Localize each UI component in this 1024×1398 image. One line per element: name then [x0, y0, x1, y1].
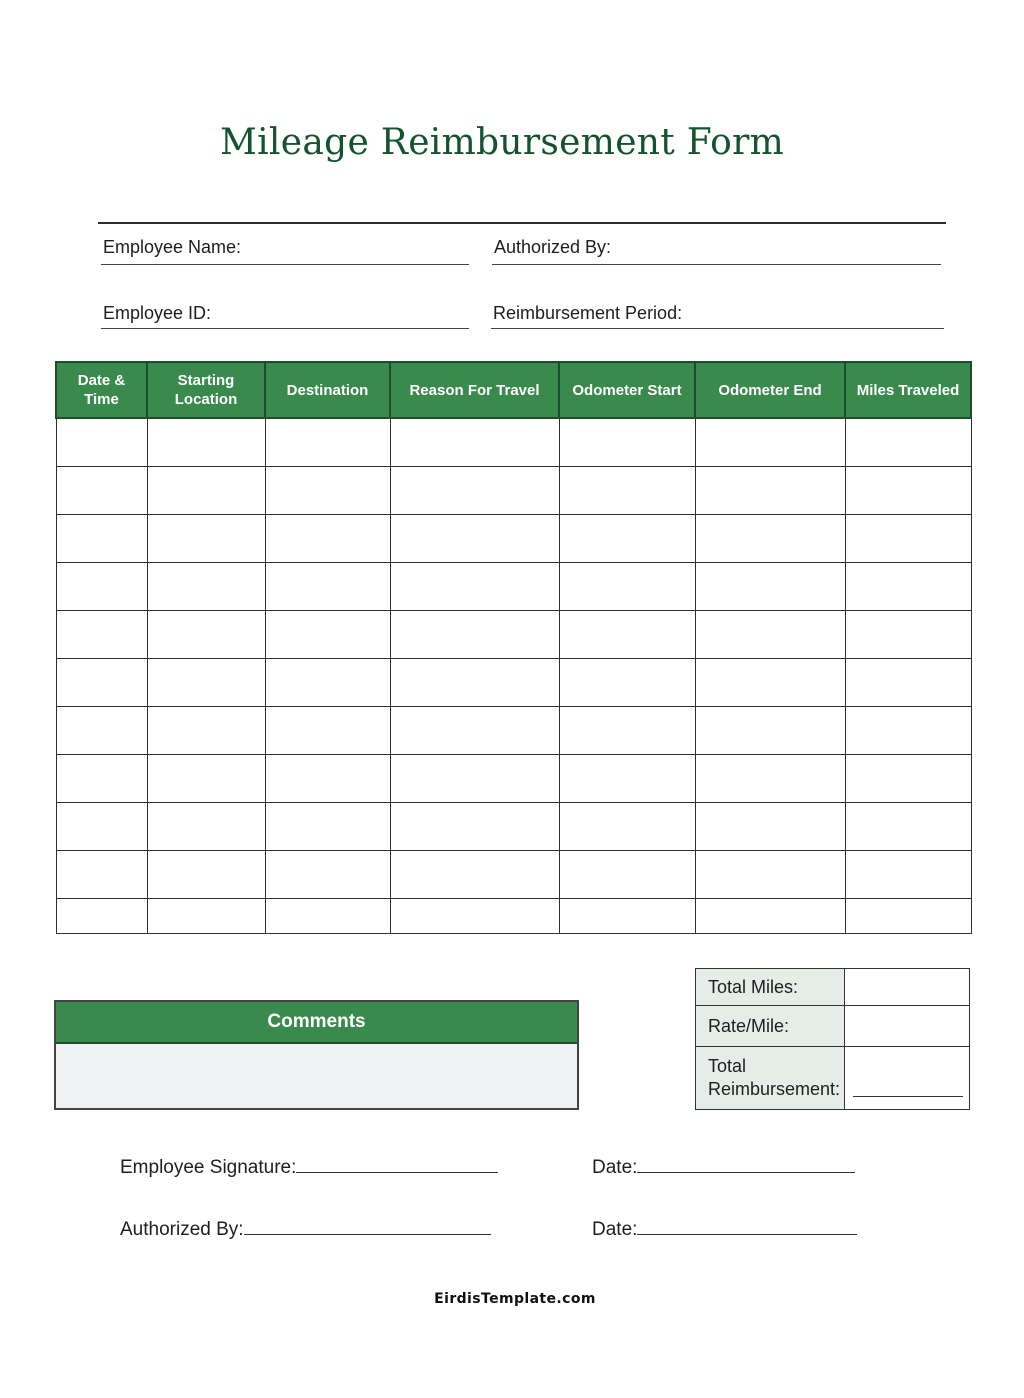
- table-cell[interactable]: [559, 467, 695, 515]
- date-row: [592, 1157, 855, 1179]
- reimbursement-period-field[interactable]: [491, 328, 944, 329]
- table-cell[interactable]: [390, 659, 559, 707]
- table-cell[interactable]: [559, 803, 695, 851]
- table-cell[interactable]: [845, 418, 971, 467]
- total-miles-field[interactable]: [845, 969, 970, 1006]
- table-cell[interactable]: [845, 707, 971, 755]
- table-cell[interactable]: [559, 418, 695, 467]
- table-cell[interactable]: [56, 755, 147, 803]
- table-row: [56, 515, 971, 563]
- table-cell[interactable]: [56, 899, 147, 934]
- table-cell[interactable]: [265, 659, 390, 707]
- table-cell[interactable]: [559, 515, 695, 563]
- table-cell[interactable]: [147, 467, 265, 515]
- table-cell[interactable]: [265, 899, 390, 934]
- table-cell[interactable]: [265, 707, 390, 755]
- table-cell[interactable]: [695, 899, 845, 934]
- table-cell[interactable]: [147, 803, 265, 851]
- employee-signature-label: Employee Signature:: [120, 1157, 297, 1178]
- rate-mile-label: Rate/Mile:: [696, 1006, 845, 1047]
- table-cell[interactable]: [56, 707, 147, 755]
- header-reason-for-travel: Reason For Travel: [390, 362, 559, 418]
- table-row: [56, 707, 971, 755]
- table-row: [56, 467, 971, 515]
- table-cell[interactable]: [147, 563, 265, 611]
- footer-watermark: EirdisTemplate.com: [434, 1291, 596, 1307]
- table-cell[interactable]: [390, 418, 559, 467]
- employee-signature-row: [120, 1157, 498, 1179]
- table-cell[interactable]: [845, 803, 971, 851]
- total-reimbursement-field[interactable]: [845, 1047, 970, 1110]
- table-cell[interactable]: [695, 707, 845, 755]
- table-cell[interactable]: [56, 467, 147, 515]
- authorized-signature-label: Authorized By:: [120, 1219, 244, 1240]
- table-cell[interactable]: [56, 611, 147, 659]
- table-cell[interactable]: [845, 851, 971, 899]
- table-cell[interactable]: [147, 899, 265, 934]
- table-row: [56, 755, 971, 803]
- table-cell[interactable]: [390, 707, 559, 755]
- employee-id-label: Employee ID:: [103, 303, 212, 323]
- table-cell[interactable]: [147, 418, 265, 467]
- authorized-by-field[interactable]: [492, 264, 941, 265]
- reimbursement-period-label: Reimbursement Period:: [493, 303, 683, 323]
- table-cell[interactable]: [695, 755, 845, 803]
- table-cell[interactable]: [695, 611, 845, 659]
- comments-title: Comments: [56, 1002, 577, 1044]
- table-cell[interactable]: [559, 755, 695, 803]
- header-odometer-start: Odometer Start: [559, 362, 695, 418]
- table-cell[interactable]: [147, 659, 265, 707]
- authorized-signature-row: [120, 1219, 491, 1241]
- table-cell[interactable]: [56, 515, 147, 563]
- table-header-row: [56, 362, 971, 418]
- totals-table: [695, 968, 970, 1110]
- table-cell[interactable]: [559, 899, 695, 934]
- table-row: [56, 659, 971, 707]
- header-starting-location: Starting Location: [147, 362, 265, 418]
- table-cell[interactable]: [845, 515, 971, 563]
- date-label-2: Date:: [592, 1219, 638, 1240]
- table-cell[interactable]: [147, 611, 265, 659]
- employee-signature-field[interactable]: [296, 1171, 498, 1173]
- table-cell[interactable]: [695, 515, 845, 563]
- total-reimbursement-label: Total Reimbursement:: [696, 1047, 845, 1110]
- table-cell[interactable]: [559, 851, 695, 899]
- table-cell[interactable]: [390, 803, 559, 851]
- table-cell[interactable]: [390, 851, 559, 899]
- divider: [98, 222, 946, 224]
- table-cell[interactable]: [559, 707, 695, 755]
- table-cell[interactable]: [695, 851, 845, 899]
- mileage-log-table: [55, 361, 972, 934]
- comments-input[interactable]: [56, 1044, 577, 1110]
- table-cell[interactable]: [845, 659, 971, 707]
- table-cell[interactable]: [695, 418, 845, 467]
- rate-mile-field[interactable]: [845, 1006, 970, 1047]
- table-cell[interactable]: [147, 515, 265, 563]
- table-row: [56, 803, 971, 851]
- header-miles-traveled: Miles Traveled: [845, 362, 971, 418]
- table-cell[interactable]: [265, 515, 390, 563]
- comments-box: [54, 1000, 579, 1110]
- table-cell[interactable]: [390, 515, 559, 563]
- table-row: [56, 563, 971, 611]
- table-row: [56, 851, 971, 899]
- table-cell[interactable]: [845, 899, 971, 934]
- table-cell[interactable]: [56, 851, 147, 899]
- table-cell[interactable]: [845, 563, 971, 611]
- header-odometer-end: Odometer End: [695, 362, 845, 418]
- table-cell[interactable]: [265, 755, 390, 803]
- table-cell[interactable]: [390, 899, 559, 934]
- date-field-2[interactable]: [637, 1233, 857, 1235]
- table-cell[interactable]: [559, 563, 695, 611]
- table-cell[interactable]: [56, 418, 147, 467]
- table-cell[interactable]: [845, 755, 971, 803]
- table-cell[interactable]: [695, 467, 845, 515]
- date-field[interactable]: [637, 1171, 855, 1173]
- table-cell[interactable]: [559, 659, 695, 707]
- table-row: [56, 418, 971, 467]
- table-cell[interactable]: [695, 803, 845, 851]
- table-cell[interactable]: [56, 803, 147, 851]
- table-cell[interactable]: [265, 563, 390, 611]
- table-cell[interactable]: [695, 563, 845, 611]
- table-cell[interactable]: [559, 611, 695, 659]
- table-cell[interactable]: [390, 755, 559, 803]
- table-cell[interactable]: [147, 851, 265, 899]
- table-row: [56, 899, 971, 934]
- table-cell[interactable]: [265, 467, 390, 515]
- table-cell[interactable]: [390, 611, 559, 659]
- header-destination: Destination: [265, 362, 390, 418]
- total-miles-label: Total Miles:: [696, 969, 845, 1006]
- employee-name-label: Employee Name:: [103, 237, 242, 257]
- table-cell[interactable]: [56, 563, 147, 611]
- table-cell[interactable]: [390, 467, 559, 515]
- table-cell[interactable]: [845, 467, 971, 515]
- table-cell[interactable]: [695, 659, 845, 707]
- table-cell[interactable]: [265, 803, 390, 851]
- employee-name-field[interactable]: [101, 264, 469, 265]
- table-cell[interactable]: [147, 707, 265, 755]
- date-label: Date:: [592, 1157, 638, 1178]
- table-cell[interactable]: [390, 563, 559, 611]
- table-cell[interactable]: [845, 611, 971, 659]
- employee-id-field[interactable]: [101, 328, 469, 329]
- table-row: [56, 611, 971, 659]
- page-title: Mileage Reimbursement Form: [219, 122, 785, 163]
- table-cell[interactable]: [265, 418, 390, 467]
- table-cell[interactable]: [56, 659, 147, 707]
- table-cell[interactable]: [265, 851, 390, 899]
- total-reimbursement-line: [853, 1096, 963, 1097]
- table-cell[interactable]: [265, 611, 390, 659]
- authorized-signature-field[interactable]: [244, 1233, 491, 1235]
- header-date-time: Date & Time: [56, 362, 147, 418]
- table-cell[interactable]: [147, 755, 265, 803]
- table-body: [56, 418, 971, 934]
- date-row-2: [592, 1219, 857, 1241]
- authorized-by-label: Authorized By:: [494, 237, 612, 257]
